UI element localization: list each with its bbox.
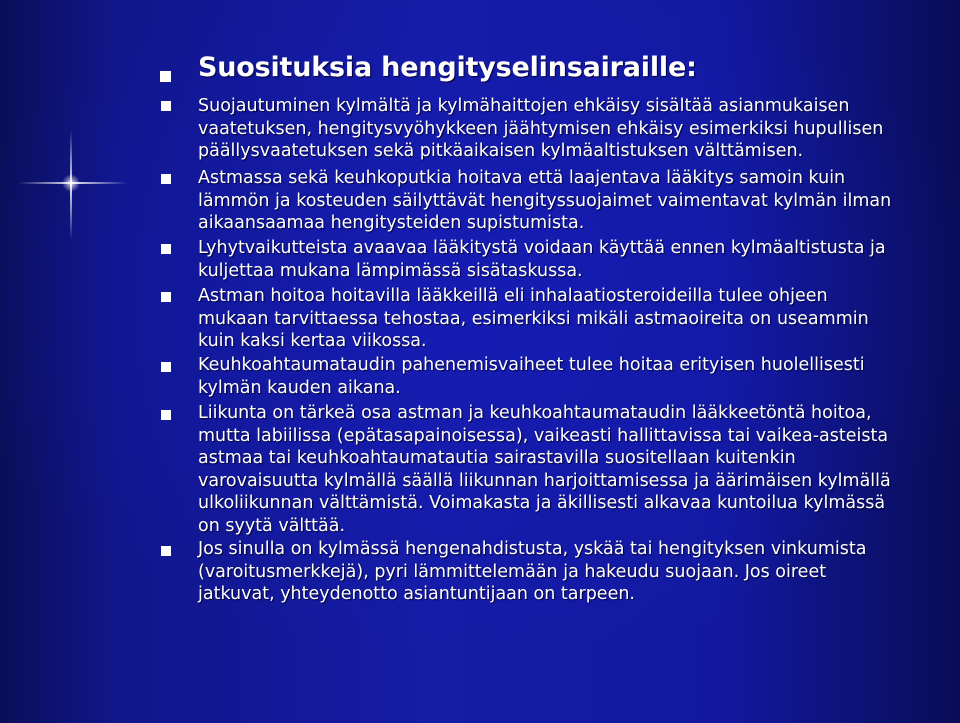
bullet-item-7: [198, 538, 960, 606]
bullet-line: ulkoliikunnan välttämistä. Voimakasta ja äkillisesti alkavaa kuntoilua kylmässä: [198, 493, 886, 513]
bullet-square-icon: [161, 244, 171, 254]
bullet-line: Lyhytvaikutteista avaavaa lääkitystä voidaan käyttää ennen kylmäaltistusta ja: [198, 238, 886, 258]
bullet-item-5: [198, 354, 960, 399]
bullet-line: päällysvaatetuksen sekä pitkäaikaisen kylmäaltistuksen välttämisen.: [198, 141, 804, 161]
sparkle-decoration: [62, 174, 80, 192]
bullet-line: Keuhkoahtaumataudin pahenemisvaiheet tulee hoitaa erityisen huolellisesti: [198, 355, 865, 375]
bullet-line: kuin kaksi kertaa viikossa.: [198, 331, 427, 351]
bullet-line: mutta labiilissa (epätasapainoisessa), vaikeasti hallittavissa tai vaikea-asteista: [198, 425, 889, 446]
bullet-item-1: [198, 95, 960, 163]
bullet-line: kuljettaa mukana lämpimässä sisätaskussa.: [198, 260, 583, 281]
bullet-line: astmaa tai keuhkoahtaumatautia sairastavilla suositellaan kuitenkin: [198, 448, 796, 468]
bullet-square-icon: [160, 71, 171, 82]
bullet-line: Liikunta on tärkeä osa astman ja keuhkoahtaumataudin lääkkeetöntä hoitoa,: [198, 403, 872, 423]
bullet-line: Astmassa sekä keuhkoputkia hoitava että laajentava lääkitys samoin kuin: [198, 168, 846, 188]
bullet-line: (varoitusmerkkejä), pyri lämmittelemään ja hakeudu suojaan. Jos oireet: [198, 561, 827, 582]
bullet-item-3: [198, 237, 960, 282]
bullet-item-6: [198, 402, 960, 537]
bullet-line: Suojautuminen kylmältä ja kylmähaittojen ehkäisy sisältää asianmukaisen: [198, 96, 850, 116]
slide-title: Suosituksia hengityselinsairaille:: [198, 52, 697, 83]
bullet-item-2: [198, 167, 960, 235]
bullet-line: jatkuvat, yhteydenotto asiantuntijaan on tarpeen.: [198, 584, 635, 604]
bullet-square-icon: [161, 174, 171, 184]
bullet-line: vaatetuksen, hengitysvyöhykkeen jäähtymisen ehkäisy esimerkiksi hupullisen: [198, 118, 884, 139]
bullet-square-icon: [161, 101, 171, 111]
bullet-square-icon: [161, 546, 171, 556]
bullet-line: on syytä välttää.: [198, 515, 346, 536]
bullet-line: varovaisuutta kylmällä säällä liikunnan harjoittamisessa ja äärimäisen kylmällä: [198, 470, 891, 491]
bullet-square-icon: [161, 292, 171, 302]
bullet-line: Astman hoitoa hoitavilla lääkkeillä eli inhalaatiosteroideilla tulee ohjeen: [198, 286, 828, 306]
bullet-item-4: [198, 285, 960, 353]
bullet-square-icon: [161, 362, 171, 372]
bullet-line: mukaan tarvittaessa tehostaa, esimerkiksi mikäli astmaoireita on useammin: [198, 308, 869, 329]
bullet-line: kylmän kauden aikana.: [198, 377, 401, 398]
bullet-line: Jos sinulla on kylmässä hengenahdistusta, yskää tai hengityksen vinkumista: [198, 539, 867, 559]
bullet-line: lämmön ja kosteuden säilyttävät hengityssuojaimet vaimentavat kylmän ilman: [198, 190, 892, 211]
bullet-square-icon: [161, 410, 171, 420]
bullet-line: aikaansaamaa hengitysteiden supistumista.: [198, 213, 585, 233]
